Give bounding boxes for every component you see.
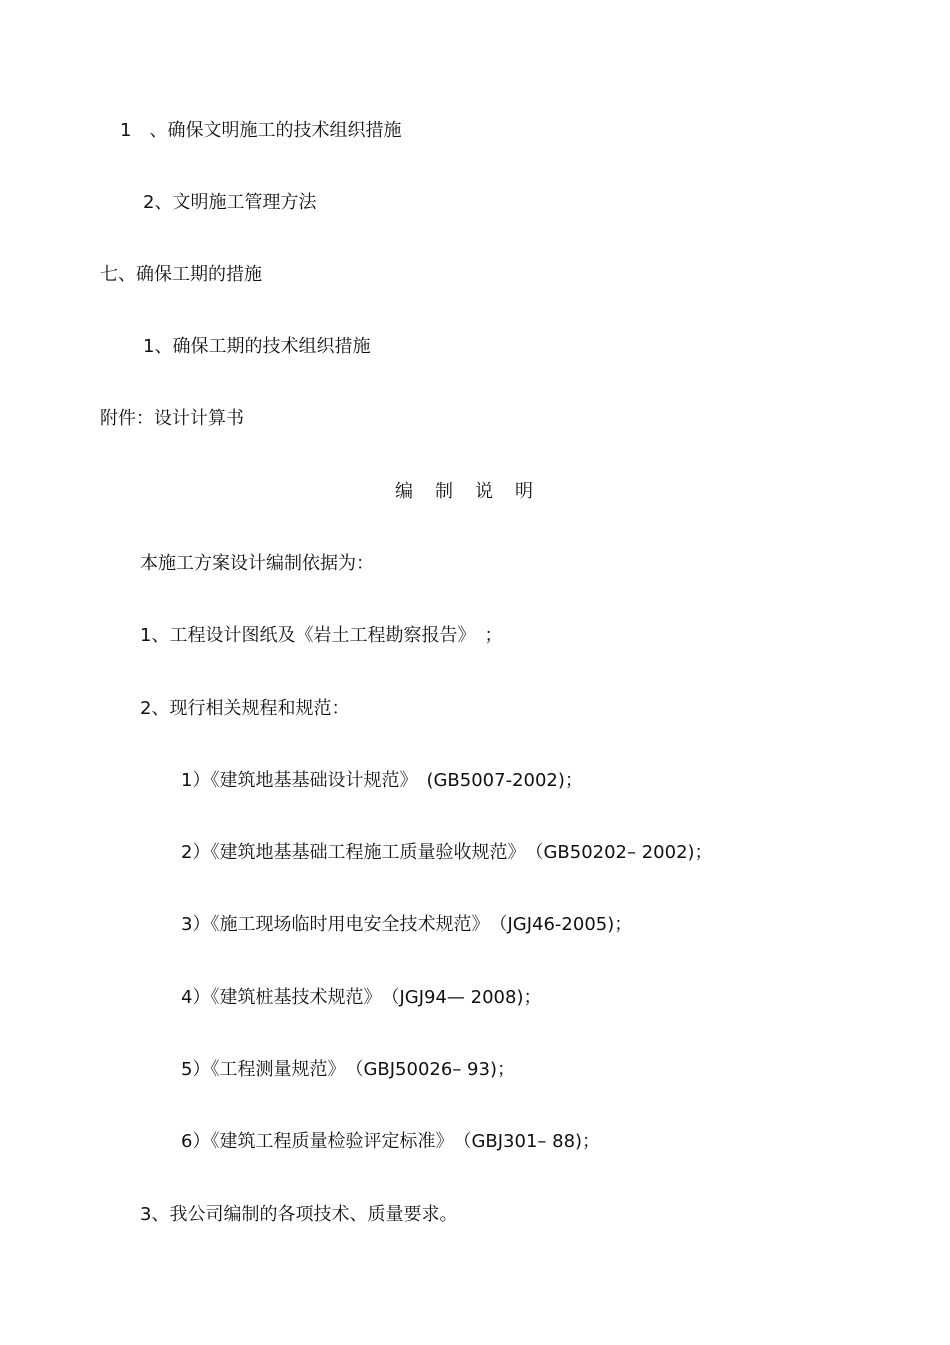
toc-section-7: 七、确保工期的措施 xyxy=(100,264,262,285)
standard-item: 3）《施工现场临时用电安全技术规范》 （JGJ46-2005)； xyxy=(181,914,633,935)
toc-appendix: 附件：设计计算书 xyxy=(100,408,244,429)
standard-item: 6）《建筑工程质量检验评定标准》 （GBJ301– 88)； xyxy=(181,1131,601,1152)
standard-item: 4）《建筑桩基技术规范》 （JGJ94— 2008)； xyxy=(181,987,542,1008)
standard-item: 5）《工程测量规范》 （GBJ50026– 93)； xyxy=(181,1059,515,1080)
basis-item-1: 1、工程设计图纸及《岩土工程勘察报告》 ； xyxy=(140,625,503,646)
intro-paragraph: 本施工方案设计编制依据为： xyxy=(140,553,374,574)
toc-item-7-1: 1、确保工期的技术组织措施 xyxy=(143,336,371,357)
basis-item-3: 3、我公司编制的各项技术、质量要求。 xyxy=(140,1204,458,1225)
standard-item: 1）《建筑地基基础设计规范》 (GB5007-2002)； xyxy=(181,770,583,791)
section-title: 编制说明 xyxy=(395,481,555,502)
basis-item-2: 2、现行相关规程和规范： xyxy=(140,698,350,719)
toc-item-6-1: 1 、确保文明施工的技术组织措施 xyxy=(120,120,402,141)
toc-item-6-2: 2、文明施工管理方法 xyxy=(143,192,317,213)
standard-item: 2）《建筑地基基础工程施工质量验收规范》 （GB50202– 2002)； xyxy=(181,842,713,863)
